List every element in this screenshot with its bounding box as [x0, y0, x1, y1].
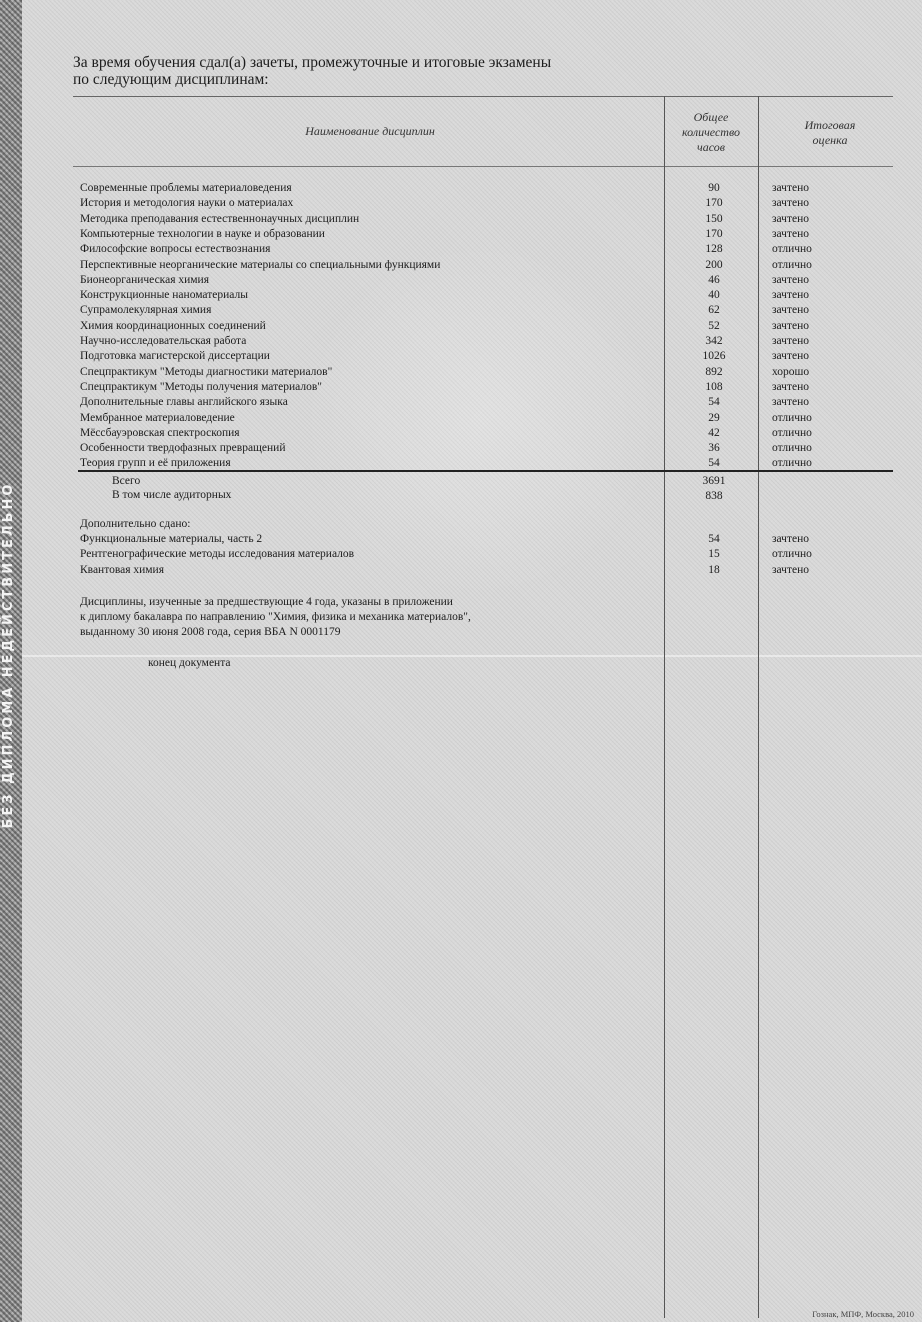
grade-cell: зачтено — [772, 319, 810, 332]
hours-cell: 170 — [705, 227, 723, 240]
discipline-name: Супрамолекулярная химия — [80, 304, 212, 317]
table-row — [0, 196, 922, 211]
grade-cell: зачтено — [772, 380, 810, 393]
discipline-name: Современные проблемы материаловедения — [80, 182, 292, 194]
printer-imprint: Гознак, МПФ, Москва, 2010 — [812, 1309, 914, 1319]
hours-cell: 54 — [708, 457, 720, 470]
table-row — [0, 242, 922, 257]
grade-cell: отлично — [772, 258, 812, 271]
table-row — [0, 380, 922, 395]
grade-cell: зачтено — [772, 350, 810, 363]
end-of-document: конец документа — [148, 657, 231, 669]
grade-cell: зачтено — [772, 273, 810, 286]
discipline-name: Квантовая химия — [80, 563, 165, 576]
note-line-1: Дисциплины, изученные за предшествующие 4 года, указаны в приложении — [80, 596, 453, 608]
hours-cell: 200 — [705, 258, 723, 271]
table-row — [0, 563, 922, 578]
grade-cell: отлично — [772, 442, 812, 455]
hours-cell: 108 — [705, 380, 723, 393]
discipline-name: Дополнительные главы английского языка — [80, 396, 288, 409]
table-row — [0, 319, 922, 334]
table-row — [0, 349, 922, 364]
discipline-name: История и методология науки о материалах — [80, 197, 294, 210]
grade-cell: зачтено — [772, 289, 810, 302]
table-row — [0, 273, 922, 288]
table-row — [0, 547, 922, 562]
discipline-name: Конструкционные наноматериалы — [80, 289, 248, 302]
hours-cell: 62 — [708, 304, 720, 317]
hours-cell: 46 — [708, 273, 720, 286]
discipline-name: Бионеорганическая химия — [80, 273, 209, 286]
discipline-name: Методика преподавания естественнонаучных дисциплин — [80, 212, 360, 225]
grade-cell: зачтено — [772, 335, 810, 347]
hours-cell: 52 — [708, 319, 720, 332]
hours-cell: 892 — [705, 365, 723, 378]
table-row — [0, 181, 922, 196]
column-header-grade: Итоговая оценка — [804, 118, 856, 147]
discipline-name: Научно-исследовательская работа — [80, 335, 247, 347]
table-row — [0, 288, 922, 303]
discipline-name: Химия координационных соединений — [80, 319, 266, 332]
table-row — [0, 334, 922, 349]
hours-cell: 29 — [708, 411, 720, 424]
table-top-rule — [73, 96, 893, 97]
discipline-name: Перспективные неорганические материалы со специальными функциями — [80, 258, 441, 271]
hours-cell: 54 — [708, 533, 720, 545]
table-row — [0, 426, 922, 441]
hours-cell: 150 — [705, 212, 723, 225]
hours-cell: 1026 — [702, 350, 726, 363]
grade-cell: зачтено — [772, 563, 810, 576]
grade-cell: отлично — [772, 548, 812, 561]
column-header-hours: Общее количество часов — [681, 110, 741, 154]
total-hours: 3691 — [702, 475, 726, 487]
table-row — [0, 227, 922, 242]
discipline-name: Спецпрактикум "Методы диагностики материалов" — [80, 365, 333, 378]
grade-cell: зачтено — [772, 182, 810, 194]
grade-cell: хорошо — [772, 365, 810, 378]
grade-cell: отлично — [772, 457, 812, 470]
grade-cell: отлично — [772, 243, 812, 256]
hours-cell: 170 — [705, 197, 723, 210]
discipline-name: Функциональные материалы, часть 2 — [80, 533, 263, 545]
grade-cell: зачтено — [772, 227, 810, 240]
grade-cell: отлично — [772, 426, 812, 439]
grade-cell: зачтено — [772, 212, 810, 225]
auditory-label: В том числе аудиторных — [112, 489, 232, 501]
discipline-name: Философские вопросы естествознания — [80, 243, 271, 256]
table-row — [0, 212, 922, 227]
additional-title: Дополнительно сдано: — [80, 518, 191, 530]
header-rule — [73, 166, 893, 167]
grade-cell: зачтено — [772, 396, 810, 409]
hours-cell: 40 — [708, 289, 720, 302]
hours-cell: 90 — [708, 182, 720, 194]
hours-cell: 36 — [708, 442, 720, 455]
page-heading: За время обучения сдал(а) зачеты, промежуточные и итоговые экзамены по следующим дисциплинам: — [73, 54, 552, 88]
discipline-name: Теория групп и её приложения — [80, 457, 231, 470]
discipline-name: Спецпрактикум "Методы получения материалов" — [80, 380, 322, 393]
table-row — [0, 395, 922, 410]
column-header-name: Наименование дисциплин — [305, 124, 435, 138]
table-row — [0, 532, 922, 547]
discipline-name: Рентгенографические методы исследования материалов — [80, 548, 355, 561]
grade-cell: зачтено — [772, 304, 810, 317]
grade-cell: отлично — [772, 411, 812, 424]
total-label: Всего — [112, 475, 141, 487]
hours-cell: 42 — [708, 426, 720, 439]
discipline-name: Мембранное материаловедение — [80, 411, 235, 424]
discipline-name: Компьютерные технологии в науке и образовании — [80, 227, 325, 240]
table-row — [0, 365, 922, 380]
hours-cell: 54 — [708, 396, 720, 409]
table-row — [0, 411, 922, 426]
totals-rule — [78, 470, 893, 472]
grade-cell: зачтено — [772, 197, 810, 210]
hours-cell: 128 — [705, 243, 723, 256]
side-stamp: БЕЗ ДИПЛОМА НЕДЕЙСТВИТЕЛЬНО — [1, 481, 16, 829]
grade-cell: зачтено — [772, 533, 810, 545]
note-line-3: выданному 30 июня 2008 года, серия ВБА N 0001179 — [80, 626, 341, 638]
table-row — [0, 258, 922, 273]
auditory-hours: 838 — [705, 490, 723, 502]
discipline-name: Особенности твердофазных превращений — [80, 442, 286, 455]
table-row — [0, 441, 922, 456]
hours-cell: 18 — [708, 563, 720, 576]
discipline-name: Подготовка магистерской диссертации — [80, 350, 270, 363]
hours-cell: 15 — [708, 548, 720, 561]
discipline-name: Мёссбауэровская спектроскопия — [80, 426, 240, 439]
note-line-2: к диплому бакалавра по направлению "Химия, физика и механика материалов", — [80, 611, 471, 623]
table-row — [0, 303, 922, 318]
hours-cell: 342 — [705, 335, 723, 347]
